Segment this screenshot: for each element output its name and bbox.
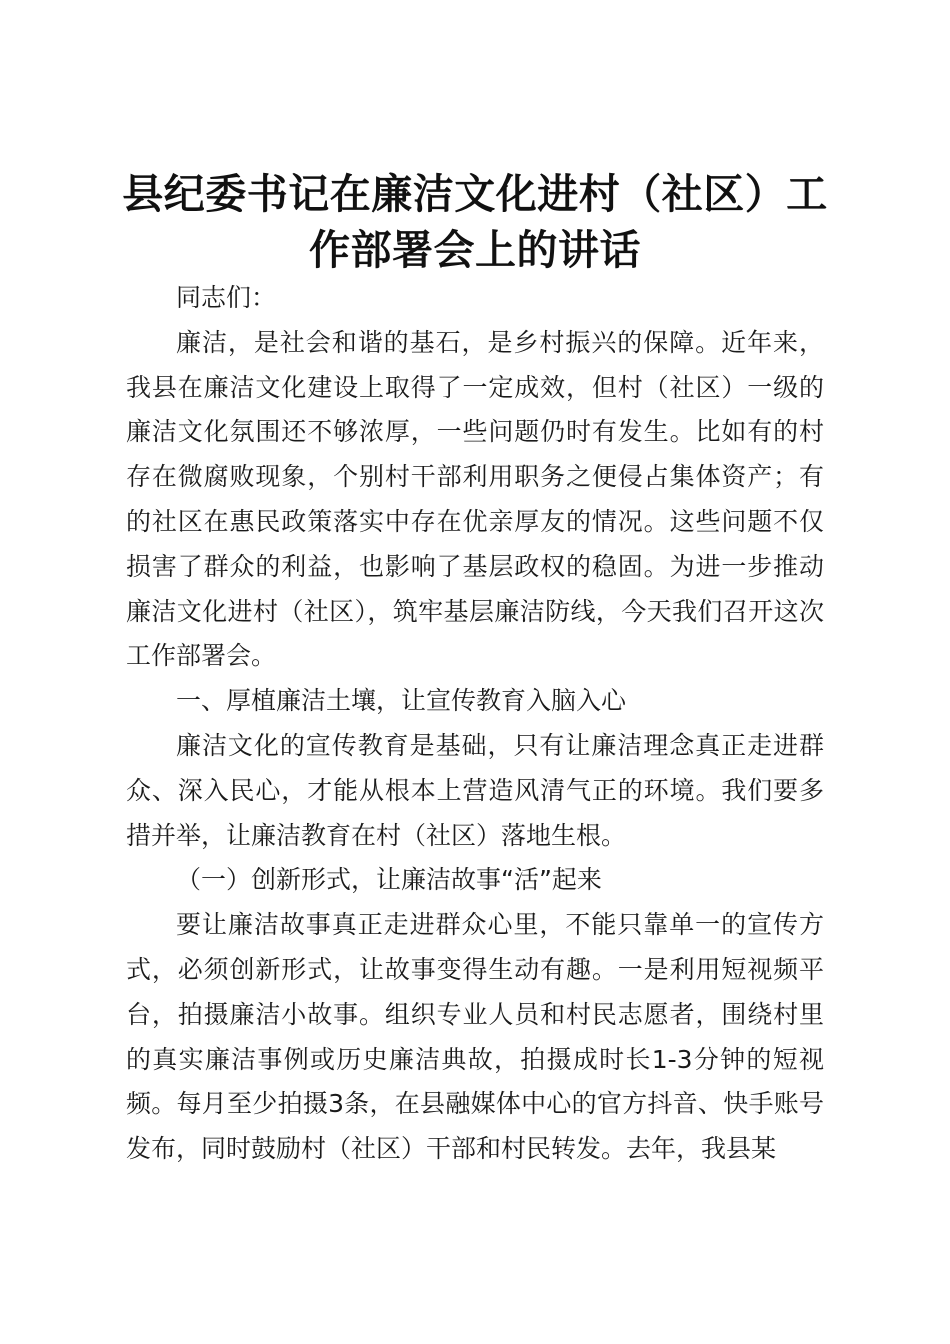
document-title: 县纪委书记在廉洁文化进村（社区）工作部署会上的讲话 [122,170,828,274]
paragraph: 廉洁，是社会和谐的基石，是乡村振兴的保障。近年来，我县在廉洁文化建设上取得了一定成效，但村（社区）一级的廉洁文化氛围还不够浓厚，一些问题仍时有发生。比如有的村存在微腐败现象，个别村干部利用职务之便侵占集体资产；有的社区在惠民政策落实中存在优亲厚友的情况。这些问题不仅损害了群众的利益，也影响了基层政权的稳固。为进一步推动廉洁文化进村（社区），筑牢基层廉洁防线，今天我们召开这次工作部署会。 [126,327,824,671]
subsection-heading: （一）创新形式，让廉洁故事“活”起来 [176,865,602,895]
document-body [126,276,824,1172]
section-heading: 一、厚植廉洁土壤，让宣传教育入脑入心 [176,686,627,716]
paragraph: 要让廉洁故事真正走进群众心里，不能只靠单一的宣传方式，必须创新形式，让故事变得生动有趣。一是利用短视频平台，拍摄廉洁小故事。组织专业人员和村民志愿者，围绕村里的真实廉洁事例或历史廉洁典故，拍摄成时长1-3分钟的短视频。每月至少拍摄3条，在县融媒体中心的官方抖音、快手账号发布，同时鼓励村（社区）干部和村民转发。去年，我县某 [126,910,824,1164]
paragraph: 廉洁文化的宣传教育是基础，只有让廉洁理念真正走进群众、深入民心，才能从根本上营造风清气正的环境。我们要多措并举，让廉洁教育在村（社区）落地生根。 [126,730,824,850]
salutation: 同志们： [176,283,277,312]
